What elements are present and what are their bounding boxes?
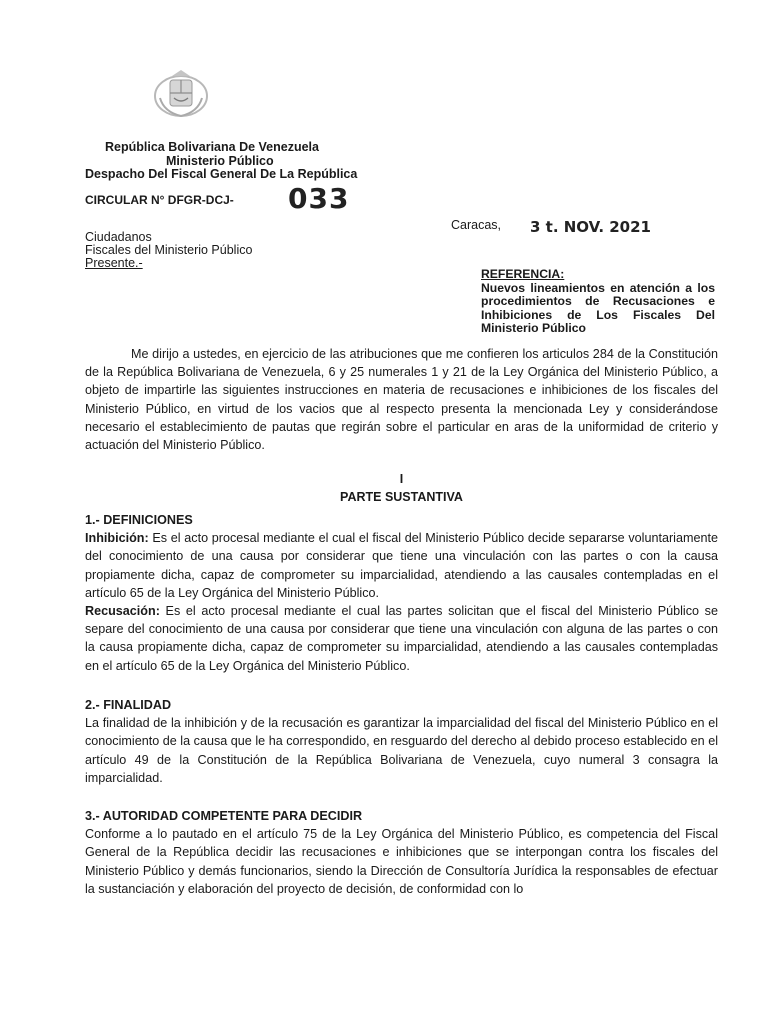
part-title: PARTE SUSTANTIVA: [340, 490, 463, 504]
ministry-name: Ministerio Público: [166, 154, 274, 168]
definition-inhibicion: [85, 529, 718, 602]
section-heading: 3.- AUTORIDAD COMPETENTE PARA DECIDIR: [85, 809, 363, 823]
section-purpose: [85, 696, 718, 787]
republic-name: República Bolivariana De Venezuela: [105, 140, 319, 154]
section-text: La finalidad de la inhibición y de la recusación es garantizar la imparcialidad del fiscal del Ministerio Público en el conocimiento de la causa que le ha correspondido, en resguardo del derecho al debido proceso establecido en el artículo 49 de la Constitución de la República Bolivariana de Venezuela, cuyo numeral 3 consagra la imparcialidad.: [85, 716, 718, 785]
section-text: Conforme a lo pautado en el artículo 75 de la Ley Orgánica del Ministerio Público, es competencia del Fiscal General de la República decidir las recusaciones e inhibiciones que se interpongan contra los fiscales del Ministerio Público y demás funcionarios, siendo la Dirección de Consultoría Jurídica la responsables de efectuar la sustanciación y elaboración del proyecto de decisión, de conformidad con lo: [85, 827, 718, 896]
circular-label: CIRCULAR N° DFGR-DCJ-: [85, 193, 234, 207]
coat-of-arms-seal: [152, 68, 210, 120]
addressee-line-1: Ciudadanos: [85, 230, 152, 244]
definition-recusacion: [85, 602, 718, 675]
reference-text: Nuevos lineamientos en atención a los procedimientos de Recusaciones e Inhibiciones de Los Fiscales Del Ministerio Público: [481, 280, 715, 335]
part-numeral: I: [399, 472, 404, 486]
section-definitions: [85, 511, 718, 675]
definition-text: Es el acto procesal mediante el cual las partes solicitan que el fiscal del Ministerio Público se separe del conocimiento de una causa por considerar que tiene una vinculación con alguna de las partes o con la causa propiamente dicha, capaz de comprometer su imparcialidad, atendiendo a las causales contempladas en el artículo 65 de la Ley Orgánica del Ministerio Público.: [85, 604, 718, 673]
date-stamp: 3 t. NOV. 2021: [530, 218, 651, 236]
section-heading: 1.- DEFINICIONES: [85, 513, 193, 527]
term-label: Recusación:: [85, 604, 160, 619]
reference-title: REFERENCIA:: [481, 267, 565, 281]
section-heading: 2.- FINALIDAD: [85, 698, 172, 712]
reference-block: [481, 268, 715, 336]
circular-number: 033: [288, 182, 350, 215]
addressee-line-2: Fiscales del Ministerio Público: [85, 243, 253, 257]
intro-paragraph: Me dirijo a ustedes, en ejercicio de las atribuciones que me confieren los articulos 284 de la Constitución de la República Bolivariana de Venezuela, 6 y 25 numerales 1 y 21 de la Ley Orgánica del Ministerio Público, a objeto de impartirle las siguientes instrucciones en materia de recusaciones e inhibiciones de los fiscales del Ministerio Público, en virtud de los vacios que al respecto presenta la mencionada Ley y considerándose necesario el establecimiento de pautas que regirán sobre el particular en aras de la uniformidad de criterio y actuación del Ministerio Público.: [85, 347, 718, 453]
definition-text: Es el acto procesal mediante el cual el fiscal del Ministerio Público decide separarse voluntariamente del conocimiento de una causa por considerar que tiene una vinculación con las partes o con la causa propiamente dicha, capaz de comprometer su imparcialidad, atendiendo a las causales contempladas en el artículo 65 de la Ley Orgánica del Ministerio Público.: [85, 531, 718, 600]
addressee-line-3: Presente.-: [85, 256, 143, 270]
term-label: Inhibición:: [85, 531, 149, 546]
section-authority: [85, 807, 718, 898]
place-label: Caracas,: [451, 218, 502, 232]
office-name: Despacho Del Fiscal General De La República: [85, 167, 358, 181]
